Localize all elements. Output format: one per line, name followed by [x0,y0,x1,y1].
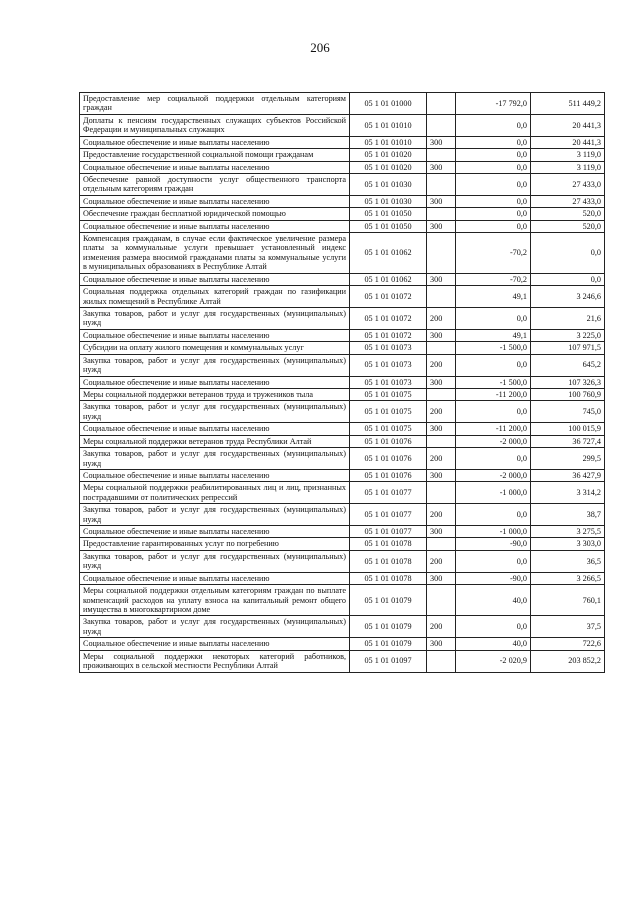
table-row [80,423,605,435]
row-change-amount-cell: -1 500,0 [456,376,531,388]
row-change-amount-cell: 0,0 [456,401,531,423]
row-change-amount-cell: -17 792,0 [456,93,531,115]
row-total-amount-cell: 37,5 [531,616,605,638]
row-name-cell: Социальное обеспечение и иные выплаты населению [80,273,350,285]
row-total-amount-cell: 520,0 [531,220,605,232]
table-row [80,650,605,672]
row-code-cell: 05 1 01 01030 [350,173,427,195]
row-total-amount-cell: 3 303,0 [531,538,605,550]
row-code-cell: 05 1 01 01072 [350,286,427,308]
row-change-amount-cell: -11 200,0 [456,388,531,400]
row-code-cell: 05 1 01 01010 [350,114,427,136]
row-code-cell: 05 1 01 01072 [350,308,427,330]
row-name-cell: Социальное обеспечение и иные выплаты населению [80,329,350,341]
row-total-amount-cell: 645,2 [531,354,605,376]
table-row [80,149,605,161]
row-total-amount-cell: 0,0 [531,273,605,285]
table-row [80,273,605,285]
row-total-amount-cell: 511 449,2 [531,93,605,115]
row-expense-type-cell: 300 [427,195,456,207]
row-code-cell: 05 1 01 01030 [350,195,427,207]
table-row [80,208,605,220]
row-name-cell: Закупка товаров, работ и услуг для государственных (муниципальных) нужд [80,448,350,470]
row-total-amount-cell: 3 119,0 [531,161,605,173]
row-change-amount-cell: 0,0 [456,149,531,161]
row-expense-type-cell [427,388,456,400]
row-code-cell: 05 1 01 01076 [350,448,427,470]
row-change-amount-cell: 0,0 [456,308,531,330]
row-change-amount-cell: -90,0 [456,538,531,550]
table-row [80,585,605,616]
row-expense-type-cell: 300 [427,638,456,650]
row-total-amount-cell: 760,1 [531,585,605,616]
table-row [80,161,605,173]
row-expense-type-cell: 300 [427,526,456,538]
row-expense-type-cell: 300 [427,273,456,285]
row-code-cell: 05 1 01 01079 [350,638,427,650]
row-change-amount-cell: 0,0 [456,616,531,638]
row-expense-type-cell [427,585,456,616]
table-row [80,308,605,330]
row-total-amount-cell: 38,7 [531,504,605,526]
row-change-amount-cell: 49,1 [456,329,531,341]
budget-table [79,92,605,673]
table-row [80,114,605,136]
row-name-cell: Обеспечение равной доступности услуг общественного транспорта отдельным категориям граждан [80,173,350,195]
row-total-amount-cell: 3 246,6 [531,286,605,308]
row-change-amount-cell: -2 000,0 [456,435,531,447]
row-name-cell: Социальное обеспечение и иные выплаты населению [80,526,350,538]
row-change-amount-cell: 0,0 [456,448,531,470]
row-expense-type-cell [427,538,456,550]
table-row [80,572,605,584]
table-row [80,220,605,232]
row-name-cell: Социальное обеспечение и иные выплаты населению [80,638,350,650]
row-change-amount-cell: 0,0 [456,114,531,136]
row-code-cell: 05 1 01 01010 [350,136,427,148]
row-name-cell: Социальное обеспечение и иные выплаты населению [80,423,350,435]
row-total-amount-cell: 36 727,4 [531,435,605,447]
budget-table-body [80,93,605,673]
row-code-cell: 05 1 01 01076 [350,435,427,447]
row-code-cell: 05 1 01 01062 [350,273,427,285]
row-code-cell: 05 1 01 01079 [350,585,427,616]
row-total-amount-cell: 21,6 [531,308,605,330]
row-total-amount-cell: 3 266,5 [531,572,605,584]
row-expense-type-cell [427,435,456,447]
table-row [80,482,605,504]
row-code-cell: 05 1 01 01073 [350,376,427,388]
row-change-amount-cell: 40,0 [456,585,531,616]
row-total-amount-cell: 27 433,0 [531,195,605,207]
table-row [80,550,605,572]
row-code-cell: 05 1 01 01050 [350,208,427,220]
row-total-amount-cell: 203 852,2 [531,650,605,672]
table-row [80,435,605,447]
row-code-cell: 05 1 01 01076 [350,469,427,481]
row-total-amount-cell: 107 971,5 [531,342,605,354]
row-change-amount-cell: -1 000,0 [456,526,531,538]
row-change-amount-cell: 0,0 [456,504,531,526]
row-expense-type-cell: 200 [427,401,456,423]
row-expense-type-cell: 300 [427,329,456,341]
row-change-amount-cell: 0,0 [456,354,531,376]
row-code-cell: 05 1 01 01075 [350,401,427,423]
row-name-cell: Закупка товаров, работ и услуг для государственных (муниципальных) нужд [80,550,350,572]
row-expense-type-cell [427,149,456,161]
row-expense-type-cell [427,650,456,672]
table-row [80,504,605,526]
table-row [80,233,605,274]
row-change-amount-cell: -11 200,0 [456,423,531,435]
row-expense-type-cell: 300 [427,376,456,388]
row-total-amount-cell: 36,5 [531,550,605,572]
row-code-cell: 05 1 01 01073 [350,354,427,376]
row-code-cell: 05 1 01 01077 [350,482,427,504]
table-row [80,448,605,470]
table-row [80,616,605,638]
row-total-amount-cell: 20 441,3 [531,114,605,136]
row-change-amount-cell: 0,0 [456,195,531,207]
table-row [80,354,605,376]
page-number: 206 [310,40,330,55]
row-expense-type-cell: 300 [427,572,456,584]
table-row [80,526,605,538]
row-total-amount-cell: 107 326,3 [531,376,605,388]
row-code-cell: 05 1 01 01020 [350,161,427,173]
row-name-cell: Меры социальной поддержки ветеранов труда Республики Алтай [80,435,350,447]
row-name-cell: Социальное обеспечение и иные выплаты населению [80,469,350,481]
row-expense-type-cell: 200 [427,616,456,638]
row-name-cell: Социальное обеспечение и иные выплаты населению [80,376,350,388]
row-change-amount-cell: 0,0 [456,208,531,220]
row-code-cell: 05 1 01 01078 [350,550,427,572]
row-name-cell: Меры социальной поддержки отдельным категориям граждан по выплате компенсаций расходов на уплату взноса на капитальный ремонт общего имущества в многоквартирном доме [80,585,350,616]
table-row [80,93,605,115]
row-total-amount-cell: 3 225,0 [531,329,605,341]
table-row [80,469,605,481]
row-code-cell: 05 1 01 01077 [350,504,427,526]
row-name-cell: Предоставление мер социальной поддержки отдельным категориям граждан [80,93,350,115]
row-code-cell: 05 1 01 01000 [350,93,427,115]
row-name-cell: Социальное обеспечение и иные выплаты населению [80,161,350,173]
row-expense-type-cell: 200 [427,448,456,470]
row-expense-type-cell [427,208,456,220]
table-row [80,638,605,650]
row-code-cell: 05 1 01 01077 [350,526,427,538]
row-expense-type-cell [427,482,456,504]
row-expense-type-cell: 200 [427,550,456,572]
row-name-cell: Закупка товаров, работ и услуг для государственных (муниципальных) нужд [80,354,350,376]
row-change-amount-cell: -70,2 [456,273,531,285]
row-name-cell: Предоставление гарантированных услуг по погребению [80,538,350,550]
row-expense-type-cell [427,173,456,195]
row-code-cell: 05 1 01 01050 [350,220,427,232]
row-expense-type-cell: 200 [427,354,456,376]
row-change-amount-cell: -1 500,0 [456,342,531,354]
row-code-cell: 05 1 01 01097 [350,650,427,672]
row-change-amount-cell: -1 000,0 [456,482,531,504]
row-total-amount-cell: 100 015,9 [531,423,605,435]
row-expense-type-cell: 200 [427,308,456,330]
row-change-amount-cell: -2 000,0 [456,469,531,481]
row-code-cell: 05 1 01 01075 [350,388,427,400]
row-name-cell: Доплаты к пенсиям государственных служащих субъектов Российской Федерации и муниципальных служащих [80,114,350,136]
row-expense-type-cell: 300 [427,469,456,481]
row-code-cell: 05 1 01 01073 [350,342,427,354]
row-total-amount-cell: 745,0 [531,401,605,423]
row-code-cell: 05 1 01 01075 [350,423,427,435]
table-row [80,286,605,308]
row-expense-type-cell: 300 [427,220,456,232]
table-row [80,342,605,354]
row-change-amount-cell: 0,0 [456,550,531,572]
row-total-amount-cell: 100 760,9 [531,388,605,400]
table-row [80,136,605,148]
row-change-amount-cell: 0,0 [456,173,531,195]
row-name-cell: Меры социальной поддержки реабилитированных лиц и лиц, признанных пострадавшими от политических репрессий [80,482,350,504]
table-row [80,538,605,550]
row-total-amount-cell: 27 433,0 [531,173,605,195]
row-name-cell: Социальное обеспечение и иные выплаты населению [80,220,350,232]
table-row [80,195,605,207]
row-total-amount-cell: 520,0 [531,208,605,220]
row-total-amount-cell: 299,5 [531,448,605,470]
row-name-cell: Социальная поддержка отдельных категорий граждан по газификации жилых помещений в Республике Алтай [80,286,350,308]
row-total-amount-cell: 722,6 [531,638,605,650]
table-row [80,173,605,195]
row-name-cell: Закупка товаров, работ и услуг для государственных (муниципальных) нужд [80,401,350,423]
row-change-amount-cell: 0,0 [456,136,531,148]
table-row [80,401,605,423]
row-name-cell: Закупка товаров, работ и услуг для государственных (муниципальных) нужд [80,504,350,526]
row-total-amount-cell: 0,0 [531,233,605,274]
row-expense-type-cell: 200 [427,504,456,526]
row-name-cell: Меры социальной поддержки ветеранов труда и тружеников тыла [80,388,350,400]
row-name-cell: Социальное обеспечение и иные выплаты населению [80,195,350,207]
row-total-amount-cell: 36 427,9 [531,469,605,481]
row-code-cell: 05 1 01 01078 [350,538,427,550]
row-expense-type-cell [427,233,456,274]
table-row [80,376,605,388]
row-expense-type-cell [427,114,456,136]
row-total-amount-cell: 20 441,3 [531,136,605,148]
row-name-cell: Социальное обеспечение и иные выплаты населению [80,136,350,148]
row-name-cell: Меры социальной поддержки некоторых категорий работников, проживающих в сельской местности Республики Алтай [80,650,350,672]
row-expense-type-cell: 300 [427,423,456,435]
table-row [80,388,605,400]
row-code-cell: 05 1 01 01062 [350,233,427,274]
row-expense-type-cell [427,286,456,308]
row-change-amount-cell: -70,2 [456,233,531,274]
row-total-amount-cell: 3 314,2 [531,482,605,504]
row-expense-type-cell: 300 [427,136,456,148]
row-code-cell: 05 1 01 01020 [350,149,427,161]
row-change-amount-cell: 49,1 [456,286,531,308]
row-expense-type-cell [427,93,456,115]
row-expense-type-cell [427,342,456,354]
row-name-cell: Закупка товаров, работ и услуг для государственных (муниципальных) нужд [80,308,350,330]
row-change-amount-cell: -2 020,9 [456,650,531,672]
row-total-amount-cell: 3 119,0 [531,149,605,161]
row-name-cell: Предоставление государственной социальной помощи гражданам [80,149,350,161]
table-row [80,329,605,341]
row-name-cell: Субсидии на оплату жилого помещения и коммунальных услуг [80,342,350,354]
row-code-cell: 05 1 01 01078 [350,572,427,584]
row-code-cell: 05 1 01 01072 [350,329,427,341]
row-name-cell: Закупка товаров, работ и услуг для государственных (муниципальных) нужд [80,616,350,638]
row-name-cell: Компенсация гражданам, в случае если фактическое увеличение размера платы за коммунальные услуги превышает установленный индекс изменения размера вносимой гражданами платы за коммунальные услуги в муниципальных образованиях в Республике Алтай [80,233,350,274]
row-change-amount-cell: 0,0 [456,161,531,173]
row-total-amount-cell: 3 275,5 [531,526,605,538]
row-name-cell: Социальное обеспечение и иные выплаты населению [80,572,350,584]
row-name-cell: Обеспечение граждан бесплатной юридической помощью [80,208,350,220]
row-code-cell: 05 1 01 01079 [350,616,427,638]
row-expense-type-cell: 300 [427,161,456,173]
row-change-amount-cell: 40,0 [456,638,531,650]
row-change-amount-cell: 0,0 [456,220,531,232]
row-change-amount-cell: -90,0 [456,572,531,584]
